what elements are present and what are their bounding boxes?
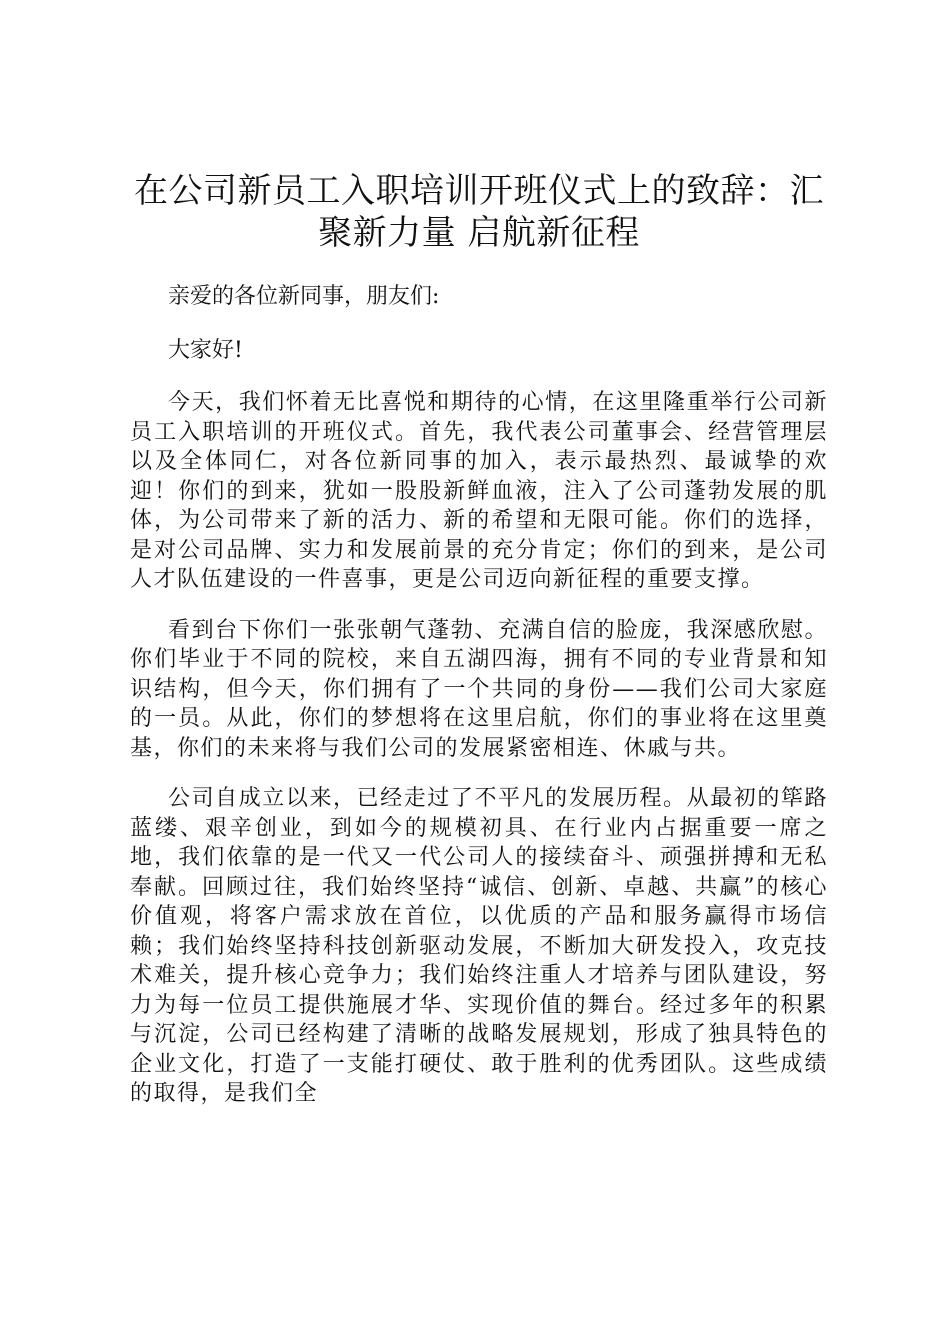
greeting: 大家好! <box>168 338 243 363</box>
document-title: 在公司新员工入职培训开班仪式上的致辞：汇聚新力量 启航新征程 <box>134 171 824 253</box>
body-paragraph: 公司自成立以来，已经走过了不平凡的发展历程。从最初的筚路蓝缕、艰辛创业，到如今的规模初具、在行业内占据重要一席之地，我们依靠的是一代又一代公司人的接续奋斗、顽强拼搏和无私奉献。回顾过往，我们始终坚持“诚信、创新、卓越、共赢”的核心价值观，将客户需求放在首位，以优质的产品和服务赢得市场信赖；我们始终坚持科技创新驱动发展，不断加大研发投入，攻克技术难关，提升核心竞争力；我们始终注重人才培养与团队建设，努力为每一位员工提供施展才华、实现价值的舞台。经过多年的积累与沉淀，公司已经构建了清晰的战略发展规划，形成了独具特色的企业文化，打造了一支能打硬仗、敢于胜利的优秀团队。这些成绩的取得，是我们全 <box>130 786 828 1106</box>
document-page <box>130 170 828 1109</box>
salutation: 亲爱的各位新同事，朋友们: <box>168 284 440 309</box>
body-paragraph: 今天，我们怀着无比喜悦和期待的心情，在这里隆重举行公司新员工入职培训的开班仪式。首先，我代表公司董事会、经营管理层以及全体同仁，对各位新同事的加入，表示最热烈、最诚挚的欢迎！你们的到来，犹如一股股新鲜血液，注入了公司蓬勃发展的肌体，为公司带来了新的活力、新的希望和无限可能。你们的选择，是对公司品牌、实力和发展前景的充分肯定；你们的到来，是公司人才队伍建设的一件喜事，更是公司迈向新征程的重要支撑。 <box>130 390 828 592</box>
body-paragraph: 看到台下你们一张张朝气蓬勃、充满自信的脸庞，我深感欣慰。你们毕业于不同的院校，来自五湖四海，拥有不同的专业背景和知识结构，但今天，你们拥有了一个共同的身份——我们公司大家庭的一员。从此，你们的梦想将在这里启航，你们的事业将在这里奠基，你们的未来将与我们公司的发展紧密相连、休戚与共。 <box>130 617 828 761</box>
